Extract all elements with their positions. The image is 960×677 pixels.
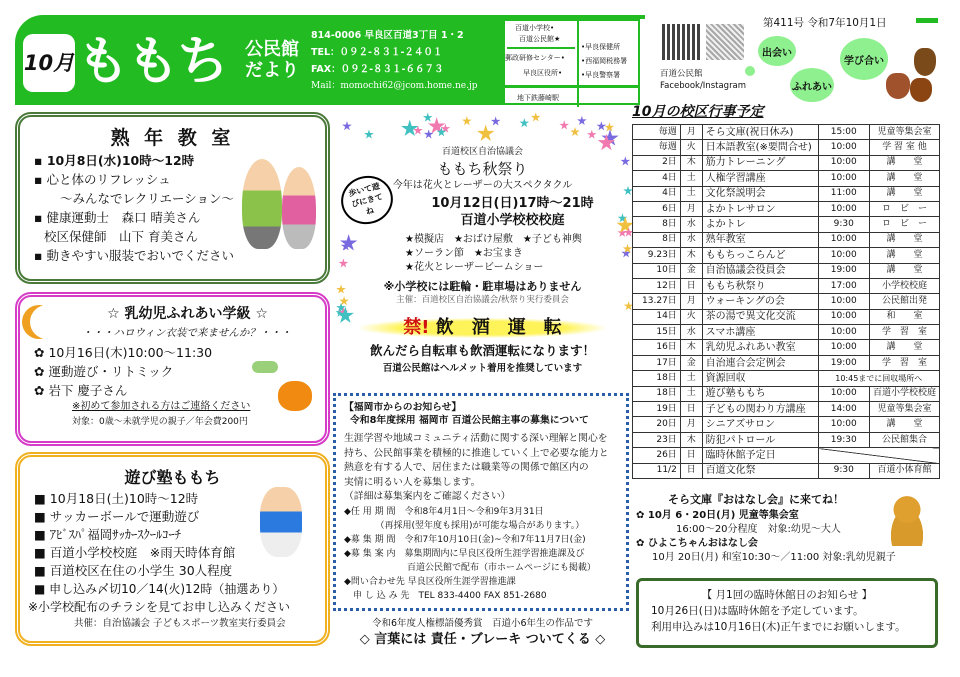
table-cell: ももち秋祭り bbox=[702, 278, 818, 293]
list-item: ✿ 岩下 慶子さん bbox=[34, 383, 128, 398]
teddy-bear-illustration bbox=[882, 494, 932, 546]
table-cell: 17日 bbox=[633, 355, 681, 370]
table-cell: 児童等集会室 bbox=[869, 125, 939, 140]
notice-row: （再採用(翌年度も採用)が可能な場合があります。） bbox=[344, 520, 585, 531]
list-item: ■ 10月18日(土)10時～12時 bbox=[34, 491, 199, 506]
table-cell: 月 bbox=[680, 417, 702, 432]
list-item: ■ ｱﾋﾞｽﾊﾟ福岡ｻｯｶｰｽｸｰﾙｺｰﾁ bbox=[34, 527, 182, 542]
table-cell: 自治連合会定例会 bbox=[702, 355, 818, 370]
festival-subtitle: 今年は花火とレーザーの大スペクタクル bbox=[392, 180, 573, 191]
table-row bbox=[633, 140, 940, 155]
table-cell: 講 堂 bbox=[869, 186, 939, 201]
table-cell: 金 bbox=[680, 355, 702, 370]
asobi-section bbox=[15, 452, 330, 646]
table-cell: 10:00 bbox=[818, 140, 869, 155]
festival-host: 主催：百道校区自治協議会/秋祭り実行委員会 bbox=[396, 295, 569, 305]
table-cell: 筋力トレーニング bbox=[702, 155, 818, 170]
table-cell: 毎週 bbox=[633, 125, 681, 140]
map-label: 地下鉄藤崎駅 bbox=[517, 94, 559, 102]
dayori-text: だより bbox=[245, 60, 299, 81]
table-cell: 10:00 bbox=[818, 171, 869, 186]
moon-icon bbox=[30, 305, 64, 339]
table-cell: 8日 bbox=[633, 217, 681, 232]
section-title: 熟 年 教 室 bbox=[110, 127, 235, 149]
festival-event: ★ソーラン節 ★お宝まき bbox=[405, 248, 523, 259]
pumpkin-icon bbox=[278, 381, 312, 411]
star-icon bbox=[604, 122, 614, 132]
table-cell: 学 習 室 bbox=[869, 355, 939, 370]
table-row bbox=[633, 278, 940, 293]
table-cell: 資源回収 bbox=[702, 371, 818, 386]
table-row bbox=[633, 340, 940, 355]
ban-label: 禁! bbox=[403, 317, 430, 338]
table-row bbox=[633, 432, 940, 447]
list-item: ■ 申し込み〆切10／14(火)12時（抽選あり） bbox=[34, 582, 285, 596]
parking-note: ※小学校には駐輪・駐車場はありません bbox=[383, 280, 582, 293]
table-row bbox=[633, 263, 940, 278]
bubble-manabiai: 学び合い bbox=[840, 38, 888, 80]
map-label: •早良保健所 bbox=[581, 43, 621, 51]
table-cell: 講 堂 bbox=[869, 340, 939, 355]
table-cell: 遊び塾ももち bbox=[702, 386, 818, 401]
access-map bbox=[505, 19, 640, 105]
table-row bbox=[633, 217, 940, 232]
table-cell: 4日 bbox=[633, 186, 681, 201]
ohanashi-line: 16:00～20分程度 対象:幼児～大人 bbox=[676, 524, 841, 535]
list-item: ～みんなでレクリエーション～ bbox=[60, 191, 235, 206]
table-cell: スマホ講座 bbox=[702, 325, 818, 340]
list-item: ■ 百道校区在住の小学生 30人程度 bbox=[34, 563, 233, 578]
target-info: 対象：0歳～未就学児の親子／年会費200円 bbox=[72, 417, 248, 427]
sns-platforms: Facebook/Instagram bbox=[660, 81, 747, 91]
table-cell: 自治協議会役員会 bbox=[702, 263, 818, 278]
instagram-qr-code[interactable] bbox=[706, 24, 744, 60]
table-cell: 百道文化祭 bbox=[702, 463, 818, 478]
notice-row: 申 し 込 み 先 TEL 833-4400 FAX 851-2680 bbox=[344, 590, 547, 601]
table-cell: 18日 bbox=[633, 371, 681, 386]
table-cell: 木 bbox=[680, 340, 702, 355]
table-cell: よかトレサロン bbox=[702, 201, 818, 216]
table-cell: 茶の湯で異文化交流 bbox=[702, 309, 818, 324]
closure-notice bbox=[636, 578, 938, 648]
list-item: 校区保健師 山下 育美さん bbox=[44, 229, 198, 244]
ohanashi-title: そら文庫『おはなし会』に来てね！ bbox=[668, 493, 844, 506]
star-icon bbox=[531, 112, 541, 122]
newsletter-name: ももち bbox=[77, 32, 228, 92]
table-cell: 9:30 bbox=[818, 463, 869, 478]
table-cell: 乳幼児ふれあい教室 bbox=[702, 340, 818, 355]
table-cell: 子どもの関わり方講座 bbox=[702, 402, 818, 417]
ohanashi-line: 10月 20日(月) 和室10:30～／11:00 対象:乳幼児親子 bbox=[652, 552, 896, 563]
table-cell: 児童等集会室 bbox=[869, 402, 939, 417]
table-row bbox=[633, 325, 940, 340]
table-cell: 10:00 bbox=[818, 309, 869, 324]
table-cell: 15:00 bbox=[818, 125, 869, 140]
table-cell: 学 習 室 他 bbox=[869, 140, 939, 155]
table-cell: 講 堂 bbox=[869, 417, 939, 432]
star-icon bbox=[401, 120, 419, 138]
table-cell: 9:30 bbox=[818, 217, 869, 232]
star-icon bbox=[570, 127, 580, 137]
table-cell: 人権学習講座 bbox=[702, 171, 818, 186]
masthead bbox=[15, 15, 505, 105]
table-cell: 19:00 bbox=[818, 355, 869, 370]
note: ※小学校配布のチラシを見てお申し込みください bbox=[28, 600, 291, 614]
bubble-fureai: ふれあい bbox=[790, 68, 834, 102]
table-cell: 10:00 bbox=[818, 201, 869, 216]
month-label: 10月 bbox=[23, 34, 75, 92]
table-cell: ロ ビ ー bbox=[869, 201, 939, 216]
table-cell: 公民館集合 bbox=[869, 432, 939, 447]
notice-title: 令和8年度採用 福岡市 百道公民館主事の募集について bbox=[350, 415, 589, 426]
table-cell: 土 bbox=[680, 186, 702, 201]
table-row bbox=[633, 125, 940, 140]
table-cell: 講 堂 bbox=[869, 263, 939, 278]
table-cell: 土 bbox=[680, 386, 702, 401]
table-cell: 土 bbox=[680, 171, 702, 186]
table-row bbox=[633, 371, 940, 386]
table-cell: 文化祭説明会 bbox=[702, 186, 818, 201]
section-title: ☆ 乳幼児ふれあい学級 ☆ bbox=[107, 306, 268, 322]
ohanashi-section bbox=[636, 492, 896, 565]
table-cell: 金 bbox=[680, 263, 702, 278]
table-cell: 土 bbox=[680, 371, 702, 386]
table-cell: ももちっこらんど bbox=[702, 248, 818, 263]
table-cell: 18日 bbox=[633, 386, 681, 401]
table-cell: 6日 bbox=[633, 201, 681, 216]
speech-bubble: 歩いて遊びにきてね bbox=[336, 170, 399, 230]
star-icon bbox=[559, 120, 569, 130]
notice-line: 生涯学習や地域コミュニティ活動に関する深い理解と関心を bbox=[344, 433, 608, 444]
table-cell: 10:00 bbox=[818, 325, 869, 340]
slogan-text: ◇ 言葉には 責任・ブレーキ ついてくる ◇ bbox=[359, 632, 606, 647]
table-cell: シニアズサロン bbox=[702, 417, 818, 432]
table-cell: 日 bbox=[680, 448, 702, 463]
star-icon bbox=[577, 116, 587, 126]
festival-title: ももち秋祭り bbox=[437, 160, 528, 178]
table-cell: 水 bbox=[680, 217, 702, 232]
star-icon bbox=[462, 116, 472, 126]
notice-row: ◆問い合わせ先 早良区役所生涯学習推進課 bbox=[344, 576, 516, 587]
table-cell: 20日 bbox=[633, 417, 681, 432]
ohanashi-line: ✿ 10月 6・20日(月) 児童等集会室 bbox=[636, 510, 799, 521]
slogan bbox=[335, 617, 630, 649]
table-cell: 講 堂 bbox=[869, 232, 939, 247]
table-cell: 16日 bbox=[633, 340, 681, 355]
contact-info bbox=[311, 27, 503, 95]
table-cell: 講 堂 bbox=[869, 248, 939, 263]
table-row bbox=[633, 448, 940, 463]
table-cell: 火 bbox=[680, 309, 702, 324]
star-icon bbox=[364, 130, 374, 140]
table-cell: 毎週 bbox=[633, 140, 681, 155]
table-cell: 講 堂 bbox=[869, 171, 939, 186]
map-label: 郵政研修センター• bbox=[505, 54, 565, 62]
table-cell: 月 bbox=[680, 125, 702, 140]
star-icon bbox=[596, 121, 606, 131]
note: ※初めて参加される方はご連絡ください bbox=[72, 401, 251, 412]
notice-row: ◆募 集 期 間 令和7年10月10日(金)~令和7年11月7日(金) bbox=[344, 534, 586, 545]
table-row bbox=[633, 186, 940, 201]
table-cell: 10:00 bbox=[818, 294, 869, 309]
table-cell: 19:30 bbox=[818, 432, 869, 447]
notice-row: ◆募 集 案 内 募集期間内に早良区役所生涯学習推進課及び bbox=[344, 548, 585, 559]
table-row bbox=[633, 417, 940, 432]
list-item: ▪ 10月8日(水)10時～12時 bbox=[34, 153, 195, 168]
table-cell: 26日 bbox=[633, 448, 681, 463]
closure-line: 利用申込みは10月16日(木)正午までにお願いします。 bbox=[651, 621, 906, 633]
drink-warning: 飲んだら自転車も飲酒運転になります！ bbox=[369, 343, 595, 358]
table-cell: ウォーキングの会 bbox=[702, 294, 818, 309]
closure-line: 10月26日(日)は臨時休館を予定しています。 bbox=[651, 605, 864, 617]
notice-line: 実情に明るい人を募集します。 bbox=[344, 476, 481, 488]
table-cell: 10日 bbox=[633, 263, 681, 278]
candy-icon bbox=[252, 361, 278, 373]
table-cell: 14日 bbox=[633, 309, 681, 324]
table-cell: 火 bbox=[680, 140, 702, 155]
table-cell: 水 bbox=[680, 232, 702, 247]
table-cell: 木 bbox=[680, 248, 702, 263]
cohost: 共催：自治協議会 子どもスポーツ教室実行委員会 bbox=[74, 618, 286, 629]
no-drunk-driving bbox=[335, 316, 630, 376]
map-label: 百道公民館★ bbox=[519, 35, 561, 43]
table-cell: 10:45までに回収場所へ bbox=[818, 371, 939, 386]
table-cell: 10:00 bbox=[818, 248, 869, 263]
notice-row: 百道公民館で配布（市ホームページにも掲載） bbox=[344, 562, 596, 573]
table-cell: 10:00 bbox=[818, 386, 869, 401]
list-item: ✿ 10月16日(木)10:00～11:30 bbox=[34, 345, 213, 360]
table-cell: 木 bbox=[680, 155, 702, 170]
star-icon bbox=[491, 116, 501, 126]
table-cell: 百道小体育館 bbox=[869, 463, 939, 478]
table-cell: 公民館出発 bbox=[869, 294, 939, 309]
table-cell: 10:00 bbox=[818, 155, 869, 170]
elderly-man-illustration bbox=[242, 159, 282, 249]
list-item: ✿ 運動遊び・リトミック bbox=[34, 364, 174, 379]
table-cell: 月 bbox=[680, 294, 702, 309]
issue-number: 第411号 bbox=[763, 17, 805, 29]
map-label: •西福岡税務署 bbox=[581, 57, 628, 65]
notice-line: 持ち、公民館事業を積極的に推進していく上で必要な能力と bbox=[344, 447, 609, 459]
star-icon bbox=[342, 121, 352, 131]
notice-row: ◆任 用 期 間 令和8年4月1日～令和9年3月31日 bbox=[344, 506, 544, 517]
table-cell: 15日 bbox=[633, 325, 681, 340]
list-item: ■ 百道小学校校庭 ※雨天時体育館 bbox=[34, 545, 236, 560]
list-item: ▪ 動きやすい服装でおいでください bbox=[34, 248, 234, 263]
sns-label bbox=[660, 68, 746, 92]
table-cell: 月 bbox=[680, 201, 702, 216]
table-cell: 水 bbox=[680, 325, 702, 340]
notice-details bbox=[344, 505, 618, 603]
table-cell: 学 習 室 bbox=[869, 325, 939, 340]
table-cell: 4日 bbox=[633, 171, 681, 186]
table-cell: 8日 bbox=[633, 232, 681, 247]
soccer-boy-illustration bbox=[260, 487, 302, 557]
decor-dot bbox=[745, 66, 755, 76]
table-row bbox=[633, 171, 940, 186]
table-cell: 小学校校庭 bbox=[869, 278, 939, 293]
table-cell: 12日 bbox=[633, 278, 681, 293]
table-cell: 講 堂 bbox=[869, 155, 939, 170]
table-cell: 臨時休館予定日 bbox=[702, 448, 818, 463]
table-row bbox=[633, 232, 940, 247]
notice-head: 【福岡市からのお知らせ】 bbox=[344, 402, 462, 413]
table-cell: 防犯パトロール bbox=[702, 432, 818, 447]
drink-title: 飲 酒 運 転 bbox=[435, 317, 562, 338]
acorn-illustration bbox=[884, 48, 940, 103]
email: Mail：momochi62@jcom.home.ne.jp bbox=[311, 81, 478, 91]
table-row bbox=[633, 386, 940, 401]
sns-name: 百道公民館 bbox=[660, 69, 703, 79]
recruitment-notice bbox=[333, 393, 629, 611]
table-cell: 日 bbox=[680, 463, 702, 478]
kominkan-text: 公民館 bbox=[245, 39, 299, 60]
table-row bbox=[633, 155, 940, 170]
ohanashi-line: ✿ ひよこちゃんおはなし会 bbox=[636, 538, 758, 549]
notice-line: （詳細は募集案内をご確認ください） bbox=[344, 491, 511, 502]
festival-organizer: 百道校区自治協議会 bbox=[441, 147, 523, 157]
table-cell: 和 室 bbox=[869, 309, 939, 324]
table-cell: 10:00 bbox=[818, 340, 869, 355]
star-icon bbox=[519, 118, 529, 128]
map-label: 早良区役所• bbox=[523, 69, 563, 77]
table-cell: 10:00 bbox=[818, 417, 869, 432]
festival-section bbox=[335, 112, 630, 312]
schedule-title: 10月の校区行事予定 bbox=[632, 104, 764, 120]
facebook-qr-code[interactable] bbox=[662, 24, 700, 60]
fax: FAX：０９２-８３１-６６７３ bbox=[311, 64, 444, 75]
festival-place: 百道小学校校校庭 bbox=[460, 213, 565, 228]
table-row bbox=[633, 402, 940, 417]
table-cell: 9.23日 bbox=[633, 248, 681, 263]
notice-body bbox=[344, 432, 618, 505]
table-cell: 11/2 bbox=[633, 463, 681, 478]
slogan-award: 令和6年度人権標語優秀賞 百道小6年生の作品です bbox=[371, 618, 594, 629]
festival-event: ★模擬店 ★おばけ屋敷 ★子ども神輿 bbox=[405, 234, 582, 245]
map-label: •早良警察署 bbox=[581, 71, 621, 79]
table-row bbox=[633, 248, 940, 263]
table-cell: 日本語教室(※要問合せ) bbox=[702, 140, 818, 155]
table-row bbox=[633, 355, 940, 370]
newsletter-subtitle bbox=[245, 39, 299, 81]
bubble-deai: 出会い bbox=[758, 36, 796, 66]
list-item: ■ サッカーボールで運動遊び bbox=[34, 509, 200, 524]
festival-date: 10月12日(日)17時～21時 bbox=[431, 196, 594, 211]
table-cell: 11:00 bbox=[818, 186, 869, 201]
table-cell: そら文庫(祝日休み) bbox=[702, 125, 818, 140]
map-label: 百道小学校• bbox=[515, 24, 555, 32]
table-cell: 日 bbox=[680, 402, 702, 417]
table-cell: 14:00 bbox=[818, 402, 869, 417]
table-cell: 木 bbox=[680, 432, 702, 447]
notice-line: 熱意を有する人で、居住または職業等の関係で館区内の bbox=[344, 462, 589, 473]
table-cell: 10:00 bbox=[818, 232, 869, 247]
table-row bbox=[633, 294, 940, 309]
table-cell: 百道小学校校庭 bbox=[869, 386, 939, 401]
list-item: ▪ 心と体のリフレッシュ bbox=[34, 172, 171, 187]
table-cell: 23日 bbox=[633, 432, 681, 447]
table-cell: 日 bbox=[680, 278, 702, 293]
schedule-table bbox=[632, 124, 940, 479]
address: 814-0006 早良区百道3丁目 1・2 bbox=[311, 30, 464, 41]
star-icon bbox=[587, 130, 597, 140]
table-cell: 2日 bbox=[633, 155, 681, 170]
section-title: 遊び塾ももち bbox=[124, 468, 221, 487]
empty-cell bbox=[818, 448, 939, 463]
issue-info bbox=[763, 17, 887, 30]
accent-dash bbox=[916, 18, 938, 23]
table-row bbox=[633, 201, 940, 216]
issue-date: 令和7年10月1日 bbox=[807, 17, 887, 29]
section-subtitle: ・・・ハロウィン衣装で来ませんか？・・・ bbox=[82, 327, 292, 339]
closure-title: 【 月1回の臨時休館日のお知らせ 】 bbox=[701, 589, 873, 601]
festival-event: ★花火とレーザービームショー bbox=[405, 262, 544, 273]
table-cell: 19:00 bbox=[818, 263, 869, 278]
list-item: ▪ 健康運動士 森口 晴美さん bbox=[34, 210, 201, 225]
table-row bbox=[633, 309, 940, 324]
table-row bbox=[633, 463, 940, 478]
table-cell: 13.27日 bbox=[633, 294, 681, 309]
star-icon bbox=[424, 129, 434, 139]
star-icon bbox=[423, 113, 433, 123]
elderly-woman-illustration bbox=[282, 167, 316, 249]
jukunen-section bbox=[15, 112, 330, 284]
table-cell: 17:00 bbox=[818, 278, 869, 293]
star-icon bbox=[477, 125, 495, 143]
helmet-note: 百道公民館はヘルメット着用を推奨しています bbox=[382, 363, 583, 374]
nyuyoji-section bbox=[15, 292, 330, 446]
phone: TEL：０９２-８３１-２４０１ bbox=[311, 47, 443, 58]
table-cell: 19日 bbox=[633, 402, 681, 417]
table-cell: 熟年教室 bbox=[702, 232, 818, 247]
table-cell: ロ ビ ー bbox=[869, 217, 939, 232]
table-cell: よかトレ bbox=[702, 217, 818, 232]
